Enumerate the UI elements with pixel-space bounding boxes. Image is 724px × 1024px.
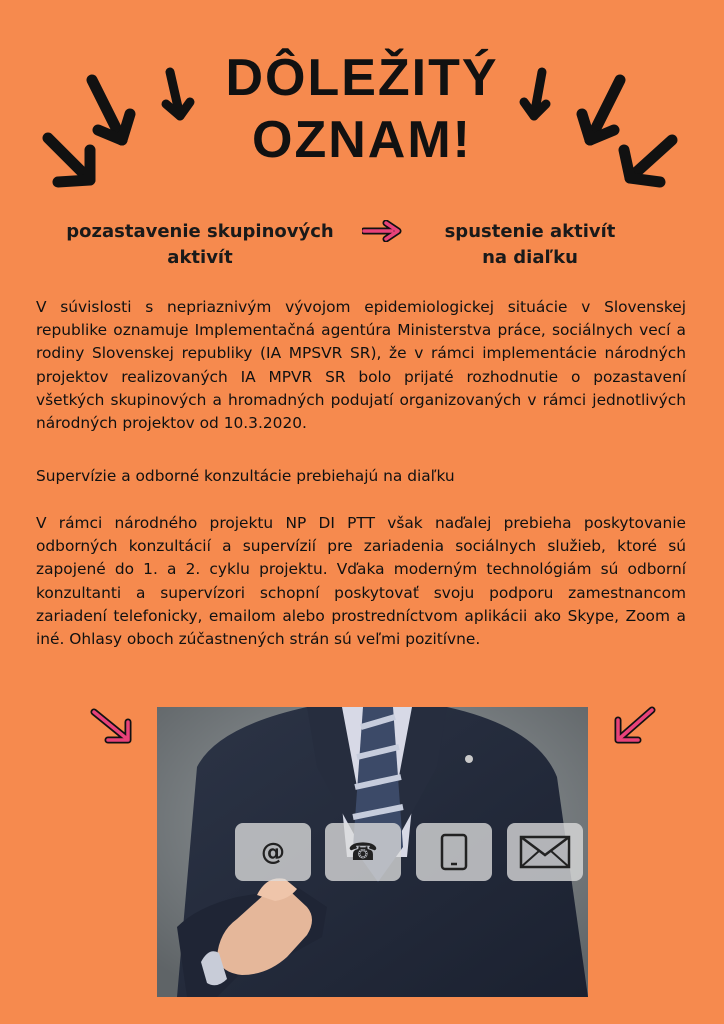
tablet-icon	[440, 833, 468, 871]
paragraph-announcement: V súvislosti s nepriaznivým vývojom epidemiologickej situácie v Slovenskej republike oznamuje Implementačná agentúra Ministerstva práce, sociálnych vecí a rodiny Slovenskej republiky (IA MPSVR SR), že v rámci implementácie národných projektov realizovaných IA MPVR SR bolo prijaté rozhodnutie o pozastavení všetkých skupinových a hromadných podujatí organizovaných v rámci jednotlivých národných projektov od 10.3.2020.	[36, 298, 686, 433]
phone-icon: ☎	[348, 838, 378, 866]
envelope-tile	[507, 823, 583, 881]
subtitle-right-line-2: na diaľku	[482, 247, 578, 268]
paragraph-details: V rámci národného projektu NP DI PTT však naďalej prebieha poskytovanie odborných konzultácií a supervízií pre zariadenia sociálnych služieb, ktoré sú zapojené do 1. a 2. cyklu projektu. Vďaka moderným technológiám sú odborní konzultanti a supervízori schopní poskytovať svoju podporu zamestnancom zariadení telefonicky, emailom alebo prostredníctvom aplikácii ako Skype, Zoom a iné. Ohlasy oboch zúčastnených strán sú veľmi pozitívne.	[36, 514, 686, 649]
tablet-tile	[416, 823, 492, 881]
page-title-line-2: OZNAM!	[252, 111, 472, 169]
pink-arrow-down-right-icon	[88, 706, 136, 746]
page-title-line-1: DÔLEŽITÝ	[225, 49, 499, 107]
email-at-tile	[235, 823, 311, 881]
subtitle-left-line-2: aktivít	[167, 247, 233, 268]
envelope-icon	[519, 835, 571, 869]
businessman-photo	[157, 707, 588, 997]
at-icon: @	[261, 838, 285, 866]
subtitle-left-line-1: pozastavenie skupinových	[66, 221, 334, 242]
pink-arrow-right-icon	[362, 220, 402, 242]
subtitle-right-line-1: spustenie aktivít	[444, 221, 616, 242]
phone-tile	[325, 823, 401, 881]
pink-arrow-down-left-icon	[610, 704, 658, 746]
subtitle-right	[400, 219, 660, 271]
subtitle-left	[40, 219, 360, 271]
paragraph-heading: Supervízie a odborné konzultácie prebiehajú na diaľku	[36, 467, 455, 485]
